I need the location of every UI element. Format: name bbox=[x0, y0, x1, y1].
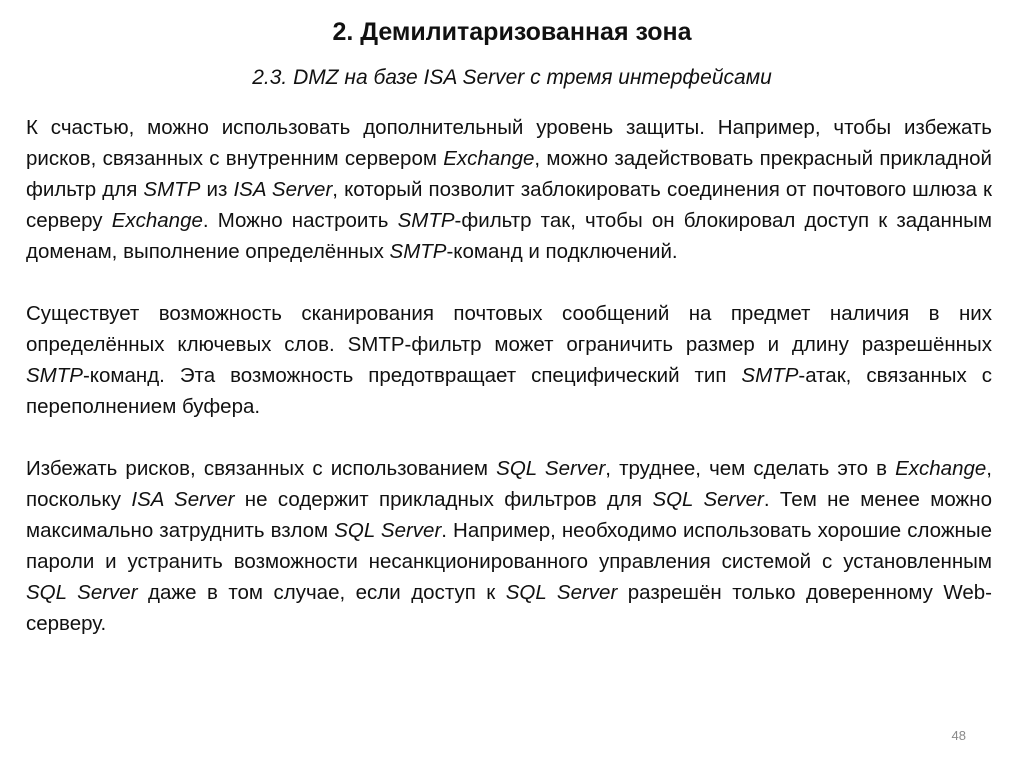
italic-term: SMTP bbox=[397, 209, 455, 232]
text-segment: из bbox=[200, 178, 234, 201]
text-segment: разрешён только доверенному Web-серверу. bbox=[26, 581, 992, 635]
text-segment: , труднее, чем сделать это в bbox=[605, 457, 896, 480]
italic-term: SMTP bbox=[741, 364, 799, 387]
text-segment: Существует возможность сканирования почтовых сообщений на предмет наличия в них определённых ключевых слов. SMTP-фильтр может ограничить размер и длину разрешённых bbox=[26, 302, 992, 356]
paragraph-2 bbox=[26, 298, 992, 422]
italic-term: SMTP bbox=[389, 240, 447, 263]
slide-subtitle: 2.3. DMZ на базе ISA Server с тремя интерфейсами bbox=[252, 66, 772, 89]
italic-term: SQL Server bbox=[496, 457, 606, 480]
text-segment: . Например, необходимо использовать хорошие сложные пароли и устранить возможности несанкционированного управления системой с установленным bbox=[26, 519, 993, 573]
text-segment: . Можно настроить bbox=[202, 209, 398, 232]
italic-term: SMTP bbox=[26, 364, 83, 387]
italic-term: ISA Server bbox=[233, 178, 333, 201]
italic-term: SQL Server bbox=[26, 581, 138, 604]
slide-title: 2. Демилитаризованная зона bbox=[332, 18, 692, 46]
italic-term: Exchange bbox=[111, 209, 203, 232]
italic-term: SQL Server bbox=[652, 488, 764, 511]
text-segment: . Тем не менее можно максимально затруднить взлом bbox=[26, 488, 992, 542]
text-segment: не содержит прикладных фильтров для bbox=[234, 488, 653, 511]
italic-term: SQL Server bbox=[505, 581, 618, 604]
paragraph-1 bbox=[26, 112, 992, 267]
text-segment: , который позволит заблокировать соединения от почтового шлюза к серверу bbox=[26, 178, 992, 232]
italic-term: Exchange bbox=[443, 147, 535, 170]
text-segment: -фильтр так, чтобы он блокировал доступ к заданным доменам, выполнение определённых bbox=[26, 209, 992, 263]
page-number: 48 bbox=[951, 728, 966, 743]
text-segment: Избежать рисков, связанных с использованием bbox=[26, 457, 497, 480]
italic-term: ISA Server bbox=[131, 488, 235, 511]
text-segment: -атак, связанных с переполнением буфера. bbox=[26, 364, 992, 418]
text-segment: -команд. Эта возможность предотвращает специфический тип bbox=[82, 364, 742, 387]
text-segment: -команд и подключений. bbox=[446, 240, 678, 263]
italic-term: Exchange bbox=[895, 457, 987, 480]
paragraph-3 bbox=[26, 453, 992, 639]
text-segment: , можно задействовать прекрасный прикладной фильтр для bbox=[26, 147, 992, 201]
text-segment: даже в том случае, если доступ к bbox=[137, 581, 506, 604]
italic-term: SMTP bbox=[143, 178, 201, 201]
text-segment: , поскольку bbox=[26, 457, 992, 511]
slide-body bbox=[26, 112, 992, 670]
italic-term: SQL Server bbox=[334, 519, 442, 542]
text-segment: К счастью, можно использовать дополнительный уровень защиты. Например, чтобы избежать рисков, связанных с внутренним сервером bbox=[26, 116, 992, 170]
